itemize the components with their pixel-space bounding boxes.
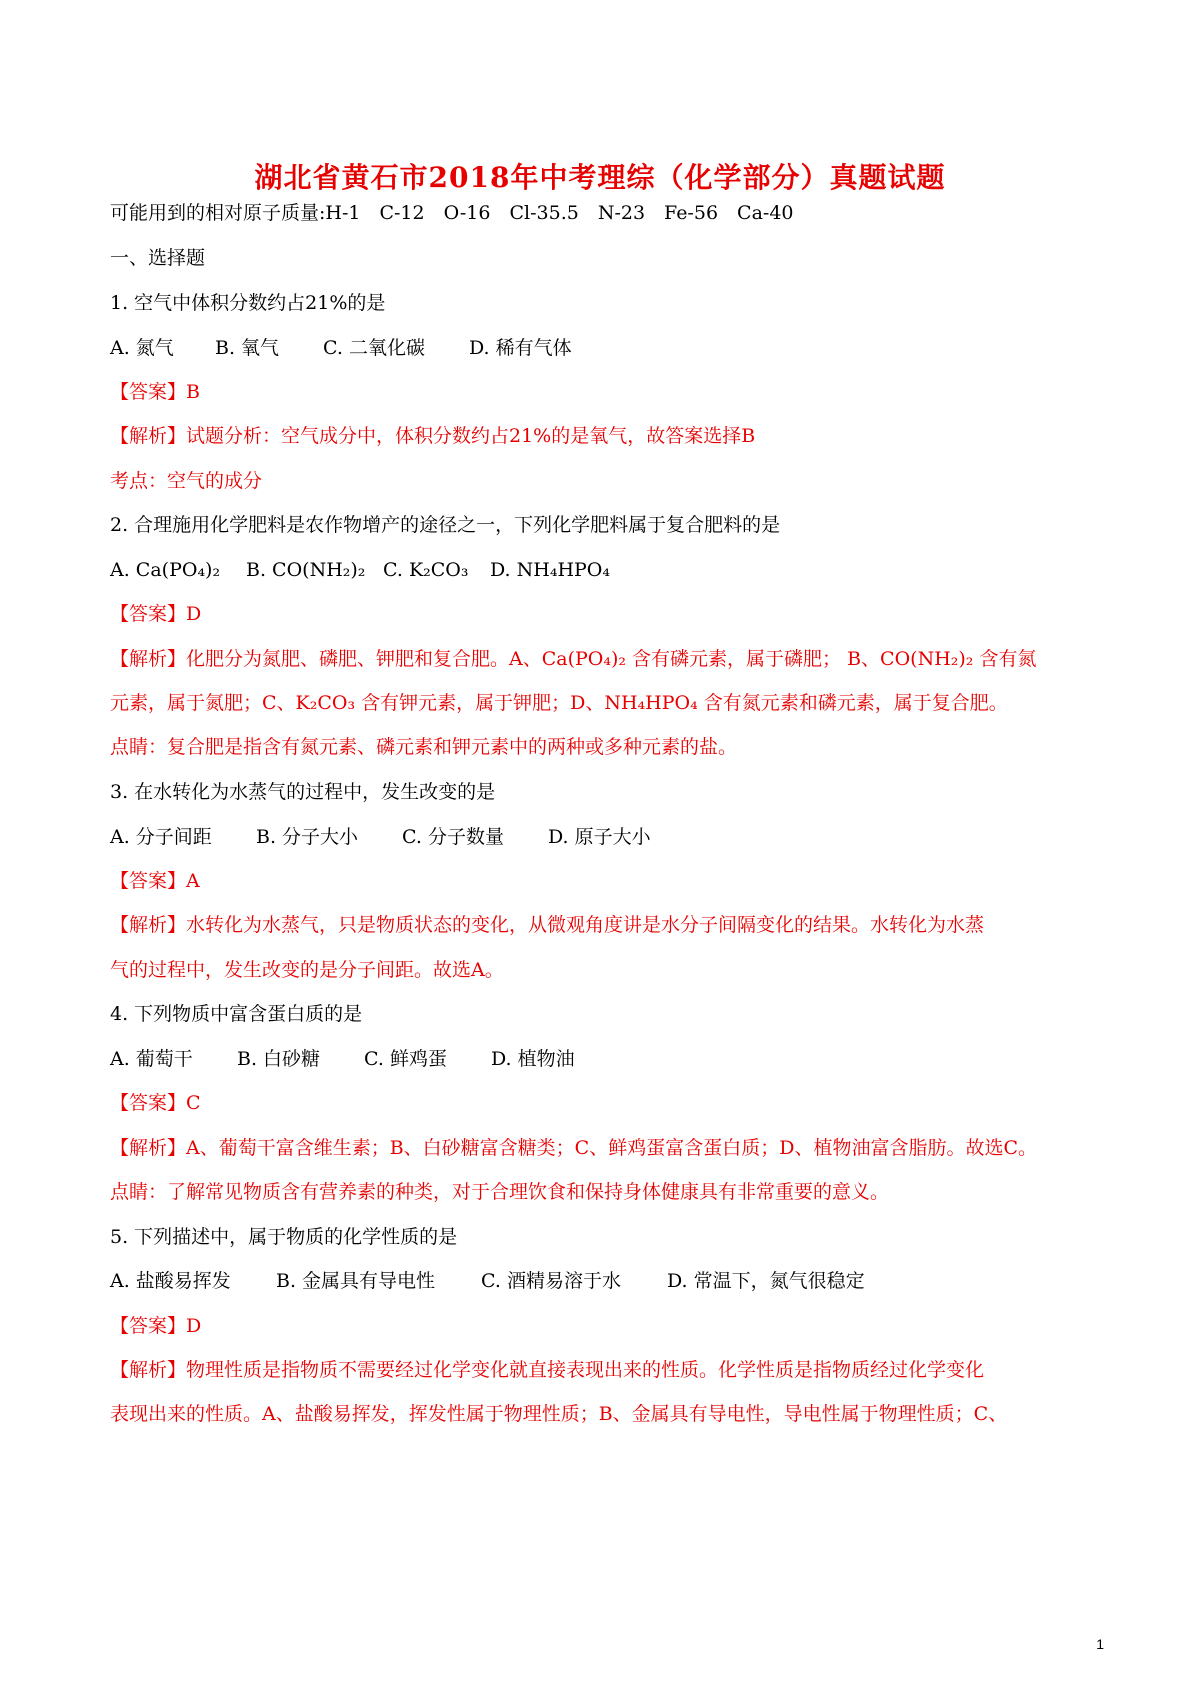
question-2-options bbox=[110, 557, 610, 583]
question-5-analysis-line-1: 【解析】物理性质是指物质不需要经过化学变化就直接表现出来的性质。化学性质是指物质经过化学变化 bbox=[110, 1359, 985, 1381]
question-4-answer: 【答案】C bbox=[110, 1092, 201, 1114]
question-5-answer: 【答案】D bbox=[110, 1315, 202, 1337]
option-d: D. 原子大小 bbox=[548, 826, 651, 848]
option-d: D. 稀有气体 bbox=[469, 337, 572, 359]
option-d: D. 植物油 bbox=[491, 1048, 575, 1070]
question-5-analysis-line-2: 表现出来的性质。A、盐酸易挥发，挥发性属于物理性质；B、金属具有导电性，导电性属于物理性质；C、 bbox=[110, 1403, 1008, 1425]
option-d: D. NH₄HPO₄ bbox=[490, 559, 610, 581]
question-4-stem: 4. 下列物质中富含蛋白质的是 bbox=[110, 1003, 363, 1025]
option-c: C. 二氧化碳 bbox=[323, 337, 425, 359]
option-a: A. 盐酸易挥发 bbox=[110, 1270, 231, 1292]
option-c: C. 鲜鸡蛋 bbox=[364, 1048, 447, 1070]
question-3-options bbox=[110, 824, 651, 850]
option-c: C. K₂CO₃ bbox=[383, 559, 469, 581]
option-b: B. 氧气 bbox=[215, 337, 280, 359]
question-1-stem: 1. 空气中体积分数约占21%的是 bbox=[110, 292, 386, 314]
question-1-options bbox=[110, 335, 572, 361]
question-3-stem: 3. 在水转化为水蒸气的过程中，发生改变的是 bbox=[110, 781, 496, 803]
page-title: 湖北省黄石市2018年中考理综（化学部分）真题试题 bbox=[254, 161, 946, 194]
option-c: C. 酒精易溶于水 bbox=[481, 1270, 621, 1292]
question-2-stem: 2. 合理施用化学肥料是农作物增产的途径之一，下列化学肥料属于复合肥料的是 bbox=[110, 514, 781, 536]
question-1-point: 考点：空气的成分 bbox=[110, 470, 263, 492]
option-a: A. 分子间距 bbox=[110, 826, 212, 848]
question-1-analysis: 【解析】试题分析：空气成分中，体积分数约占21%的是氧气，故答案选择B bbox=[110, 425, 756, 447]
question-2-answer: 【答案】D bbox=[110, 603, 202, 625]
question-5-options bbox=[110, 1268, 865, 1294]
question-2-analysis-line-2: 元素，属于氮肥；C、K₂CO₃ 含有钾元素，属于钾肥；D、NH₄HPO₄ 含有氮元素和磷元素，属于复合肥。 bbox=[110, 692, 1008, 714]
option-b: B. 白砂糖 bbox=[237, 1048, 321, 1070]
page-number: 1 bbox=[1096, 1636, 1104, 1652]
question-5-stem: 5. 下列描述中，属于物质的化学性质的是 bbox=[110, 1226, 458, 1248]
question-2-point: 点睛：复合肥是指含有氮元素、磷元素和钾元素中的两种或多种元素的盐。 bbox=[110, 736, 738, 758]
section-heading: 一、选择题 bbox=[110, 247, 206, 269]
question-3-answer: 【答案】A bbox=[110, 870, 200, 892]
option-d: D. 常温下，氮气很稳定 bbox=[667, 1270, 865, 1292]
option-a: A. 葡萄干 bbox=[110, 1048, 193, 1070]
option-c: C. 分子数量 bbox=[402, 826, 504, 848]
question-4-point: 点睛：了解常见物质含有营养素的种类，对于合理饮食和保持身体健康具有非常重要的意义。 bbox=[110, 1181, 890, 1203]
question-3-analysis-line-1: 【解析】水转化为水蒸气，只是物质状态的变化，从微观角度讲是水分子间隔变化的结果。水转化为水蒸 bbox=[110, 914, 985, 936]
option-b: B. 金属具有导电性 bbox=[276, 1270, 436, 1292]
question-1-answer: 【答案】B bbox=[110, 381, 200, 403]
question-4-options bbox=[110, 1046, 575, 1072]
question-3-analysis-line-2: 气的过程中，发生改变的是分子间距。故选A。 bbox=[110, 959, 504, 981]
option-b: B. 分子大小 bbox=[256, 826, 359, 848]
atomic-masses: 可能用到的相对原子质量:H-1 C-12 O-16 Cl-35.5 N-23 Fe-56 Ca-40 bbox=[110, 202, 794, 224]
question-4-analysis: 【解析】A、葡萄干富含维生素；B、白砂糖富含糖类；C、鲜鸡蛋富含蛋白质；D、植物油富含脂肪。故选C。 bbox=[110, 1137, 1037, 1159]
option-a: A. Ca(PO₄)₂ bbox=[110, 559, 221, 581]
option-a: A. 氮气 bbox=[110, 337, 174, 359]
option-b: B. CO(NH₂)₂ bbox=[246, 559, 366, 581]
question-2-analysis-line-1: 【解析】化肥分为氮肥、磷肥、钾肥和复合肥。A、Ca(PO₄)₂ 含有磷元素，属于磷肥； B、CO(NH₂)₂ 含有氮 bbox=[110, 648, 1037, 670]
